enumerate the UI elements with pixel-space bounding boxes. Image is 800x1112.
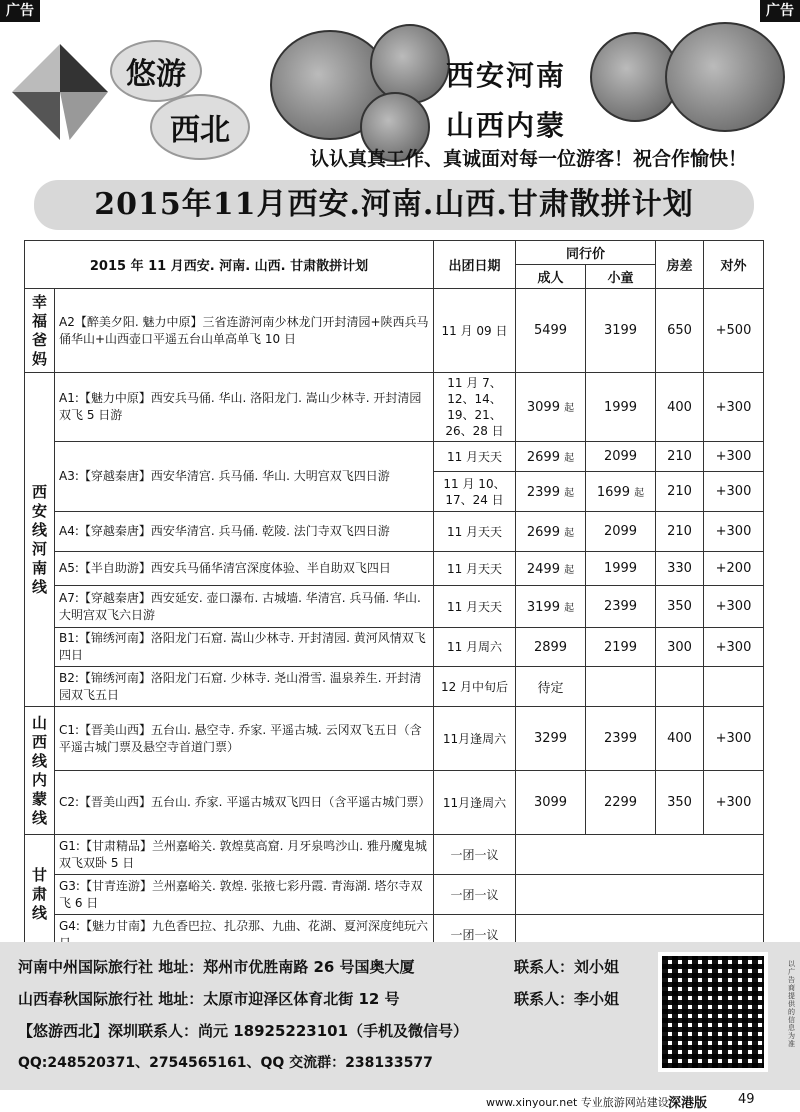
child-price: 3199 xyxy=(586,289,656,373)
table-row xyxy=(25,875,764,915)
price-empty xyxy=(516,835,764,875)
route-desc: G3:【甘青连游】兰州嘉峪关. 敦煌. 张掖七彩丹霞. 青海湖. 塔尔寺双飞 6 日 xyxy=(55,875,434,915)
table-row xyxy=(25,289,764,373)
yurt-photo xyxy=(665,22,785,132)
group-shanxi: 山西线内蒙线 xyxy=(25,707,55,835)
route-date: 11 月天天 xyxy=(434,586,516,628)
route-date: 11 月 09 日 xyxy=(434,289,516,373)
route-desc: A4:【穿越秦唐】西安华清宫. 兵马俑. 乾陵. 法门寺双飞四日游 xyxy=(55,512,434,552)
qr-code-icon xyxy=(658,952,768,1072)
route-date: 11 月周六 xyxy=(434,628,516,667)
route-date: 11 月天天 xyxy=(434,552,516,586)
child-price: 2099 xyxy=(586,442,656,472)
route-desc: B1:【锦绣河南】洛阳龙门石窟. 嵩山少林寺. 开封清园. 黄河风情双飞四日 xyxy=(55,628,434,667)
brand-name-line2: 西北 xyxy=(150,94,250,160)
agency-shanxi: 山西春秋国际旅行社 地址：太原市迎泽区体育北街 12 号 xyxy=(18,990,400,1008)
route-desc: B2:【锦绣河南】洛阳龙门石窟. 少林寺. 尧山滑雪. 温泉养生. 开封清园双飞五日 xyxy=(55,667,434,707)
adult-price: 3099 起 xyxy=(516,373,586,442)
edition-label: 深港版 xyxy=(668,1096,708,1111)
child-price: 2199 xyxy=(586,628,656,667)
route-date: 一团一议 xyxy=(434,875,516,915)
col-room-diff-header: 房差 xyxy=(656,241,704,289)
public-add: +300 xyxy=(704,707,764,771)
table-row xyxy=(25,771,764,835)
pagoda-photo xyxy=(370,24,450,104)
public-add: +300 xyxy=(704,586,764,628)
brand-logo-icon xyxy=(12,42,108,142)
advert-banner xyxy=(0,22,800,172)
adult-price: 3299 xyxy=(516,707,586,771)
child-price: 2399 xyxy=(586,707,656,771)
shenzhen-contact: 【悠游西北】深圳联系人：尚元 18925223101（手机及微信号） xyxy=(18,1022,469,1040)
route-desc: A5:【半自助游】西安兵马俑华清宫深度体验、半自助双飞四日 xyxy=(55,552,434,586)
slogan: 认认真真工作、真诚面对每一位游客！祝合作愉快！ xyxy=(310,148,748,170)
site-text: www.xinyour.net 专业旅游网站建设 xyxy=(486,1096,669,1109)
col-date-header: 出团日期 xyxy=(434,241,516,289)
public-add: +300 xyxy=(704,373,764,442)
route-date: 一团一议 xyxy=(434,835,516,875)
col-public-header: 对外 xyxy=(704,241,764,289)
ad-label-right: 广告 xyxy=(760,0,800,22)
child-price-empty xyxy=(586,667,656,707)
child-price: 2399 xyxy=(586,586,656,628)
group-gansu: 甘肃线 xyxy=(25,835,55,955)
route-date: 12 月中旬后 xyxy=(434,667,516,707)
child-price: 1699 起 xyxy=(586,472,656,512)
page-footer-bar xyxy=(0,1090,800,1112)
room-diff: 400 xyxy=(656,373,704,442)
region-line-1: 西安河南 xyxy=(446,59,567,92)
room-diff: 400 xyxy=(656,707,704,771)
route-date: 11月逢周六 xyxy=(434,707,516,771)
route-date: 11月逢周六 xyxy=(434,771,516,835)
public-add: +300 xyxy=(704,771,764,835)
route-desc: A2【醉美夕阳. 魅力中原】三省连游河南少林龙门开封清园+陕西兵马俑华山+山西壶口平遥五台山单高单飞 10 日 xyxy=(55,289,434,373)
route-desc: A7:【穿越秦唐】西安延安. 壶口瀑布. 古城墙. 华清宫. 兵马俑. 华山. 大明宫双飞六日游 xyxy=(55,586,434,628)
region-line-2: 山西内蒙 xyxy=(446,109,567,142)
table-row xyxy=(25,512,764,552)
child-price: 1999 xyxy=(586,373,656,442)
contact-henan: 联系人：刘小姐 xyxy=(514,958,620,976)
room-diff: 650 xyxy=(656,289,704,373)
adult-price: 5499 xyxy=(516,289,586,373)
route-desc: C1:【晋美山西】五台山. 悬空寺. 乔家. 平遥古城. 云冈双飞五日（含平遥古城门票及悬空寺首道门票） xyxy=(55,707,434,771)
child-price: 2299 xyxy=(586,771,656,835)
public-add: +300 xyxy=(704,628,764,667)
room-diff: 210 xyxy=(656,442,704,472)
adult-price: 待定 xyxy=(516,667,586,707)
public-add-empty xyxy=(704,667,764,707)
room-diff: 350 xyxy=(656,586,704,628)
route-desc: A3:【穿越秦唐】西安华清宫. 兵马俑. 华山. 大明宫双飞四日游 xyxy=(55,442,434,512)
col-adult-header: 成人 xyxy=(516,265,586,289)
table-row xyxy=(25,552,764,586)
route-date: 11 月 10、17、24 日 xyxy=(434,472,516,512)
child-price: 1999 xyxy=(586,552,656,586)
col-peer-price-header: 同行价 xyxy=(516,241,656,265)
table-row xyxy=(25,628,764,667)
route-desc: G4:【魅力甘南】九色香巴拉、扎尕那、九曲、花湖、夏河深度纯玩六 xyxy=(55,915,434,955)
route-desc: A1:【魅力中原】西安兵马俑. 华山. 洛阳龙门. 嵩山少林寺. 开封清园双飞 5 日游 xyxy=(55,373,434,442)
room-diff: 300 xyxy=(656,628,704,667)
room-diff: 210 xyxy=(656,512,704,552)
ad-label-left: 广告 xyxy=(0,0,40,22)
table-title: 2015 年 11 月西安. 河南. 山西. 甘肃散拼计划 xyxy=(25,241,434,289)
public-add: +300 xyxy=(704,512,764,552)
table-row xyxy=(25,667,764,707)
side-note: 以广告商提供的信息为准 xyxy=(788,960,795,1048)
public-add: +500 xyxy=(704,289,764,373)
brand-name-line1: 悠游 xyxy=(110,40,202,102)
room-diff: 330 xyxy=(656,552,704,586)
route-date: 11 月天天 xyxy=(434,442,516,472)
table-row xyxy=(25,835,764,875)
table-row xyxy=(25,707,764,771)
route-date: 11 月 7、12、14、19、21、26、28 日 xyxy=(434,373,516,442)
contact-shanxi: 联系人：李小姐 xyxy=(514,990,620,1008)
public-add: +300 xyxy=(704,472,764,512)
table-row xyxy=(25,442,764,472)
adult-price: 2399 起 xyxy=(516,472,586,512)
contact-footer xyxy=(0,942,800,1090)
table-row xyxy=(25,586,764,628)
headline: 2015年11月西安.河南.山西.甘肃散拼计划 xyxy=(34,180,754,230)
adult-price: 2899 xyxy=(516,628,586,667)
price-empty xyxy=(516,875,764,915)
adult-price: 3199 起 xyxy=(516,586,586,628)
route-date: 11 月天天 xyxy=(434,512,516,552)
public-add: +200 xyxy=(704,552,764,586)
public-add: +300 xyxy=(704,442,764,472)
tour-plan-table xyxy=(24,240,764,955)
route-desc: C2:【晋美山西】五台山. 乔家. 平遥古城双飞四日（含平遥古城门票） xyxy=(55,771,434,835)
col-child-header: 小童 xyxy=(586,265,656,289)
page-number: 49 xyxy=(738,1092,755,1107)
agency-henan: 河南中州国际旅行社 地址：郑州市优胜南路 26 号国奥大厦 xyxy=(18,958,415,976)
room-diff: 350 xyxy=(656,771,704,835)
table-row xyxy=(25,373,764,442)
adult-price: 3099 xyxy=(516,771,586,835)
room-diff-empty xyxy=(656,667,704,707)
adult-price: 2499 起 xyxy=(516,552,586,586)
qq-contact: QQ:248520371、2754565161、QQ 交流群：238133577 xyxy=(18,1055,433,1071)
room-diff: 210 xyxy=(656,472,704,512)
child-price: 2099 xyxy=(586,512,656,552)
route-date: 一团一议 xyxy=(434,915,516,955)
group-xian: 西安线河南线 xyxy=(25,373,55,707)
adult-price: 2699 起 xyxy=(516,442,586,472)
route-desc: G1:【甘肃精品】兰州嘉峪关. 敦煌莫高窟. 月牙泉鸣沙山. 雅丹魔鬼城双飞双卧 5 日 xyxy=(55,835,434,875)
adult-price: 2699 起 xyxy=(516,512,586,552)
group-happy: 幸福爸妈 xyxy=(25,289,55,373)
